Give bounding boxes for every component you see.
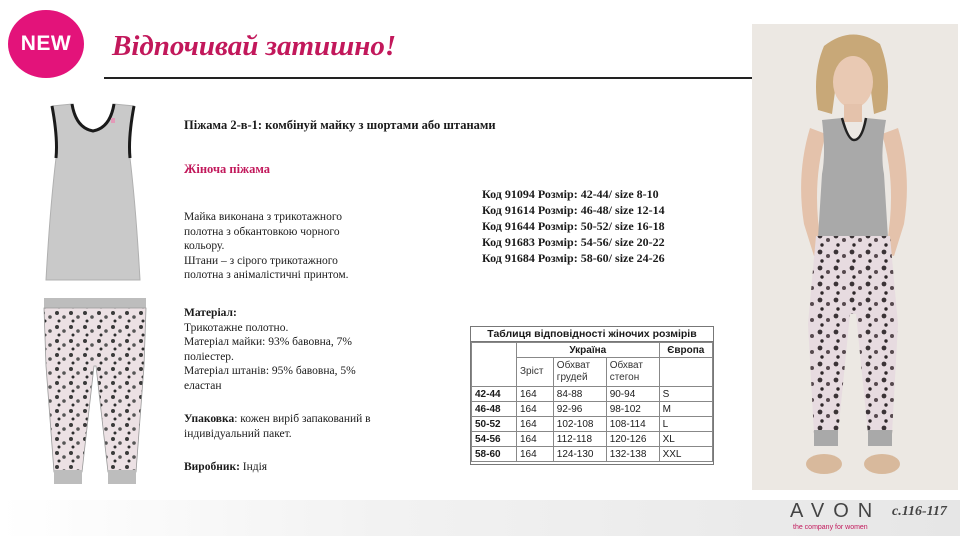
pants-image bbox=[40, 296, 150, 488]
col-hips-1: Обхват bbox=[609, 360, 643, 371]
row-size: 46-48 bbox=[472, 402, 517, 417]
maker-label: Виробник: bbox=[184, 461, 240, 473]
table-row bbox=[472, 447, 713, 462]
size-table-title: Таблиця відповідності жіночих розмірів bbox=[471, 327, 713, 342]
row-chest: 84-88 bbox=[553, 387, 606, 402]
avon-tagline: the company for women bbox=[793, 524, 868, 531]
material-block bbox=[184, 306, 356, 393]
model-figure-image bbox=[752, 24, 958, 490]
description-line: полотна з анімалістичні принтом. bbox=[184, 269, 349, 281]
row-height: 164 bbox=[517, 387, 554, 402]
row-chest: 112-118 bbox=[553, 432, 606, 447]
table-row bbox=[472, 432, 713, 447]
product-subtitle: Піжама 2-в-1: комбінуй майку з шортами або штанами bbox=[184, 118, 496, 132]
description-line: кольору. bbox=[184, 240, 225, 252]
col-chest bbox=[553, 358, 606, 387]
row-size: 42-44 bbox=[472, 387, 517, 402]
material-line: поліестер. bbox=[184, 350, 234, 363]
maker-value: Індія bbox=[239, 461, 268, 473]
product-description bbox=[184, 210, 349, 283]
row-size: 54-56 bbox=[472, 432, 517, 447]
col-chest-1: Обхват bbox=[556, 360, 591, 371]
code-line: Код 91683 Розмір: 54-56/ size 20-22 bbox=[482, 235, 665, 249]
page-title: Відпочивай затишно! bbox=[112, 30, 397, 62]
row-chest: 92-96 bbox=[553, 402, 606, 417]
row-hips: 132-138 bbox=[606, 447, 659, 462]
row-hips: 90-94 bbox=[606, 387, 659, 402]
code-line: Код 91614 Розмір: 46-48/ size 12-14 bbox=[482, 203, 665, 217]
table-row bbox=[472, 387, 713, 402]
row-chest: 124-130 bbox=[553, 447, 606, 462]
product-codes bbox=[482, 186, 665, 266]
material-line: Матеріал штанів: 95% бавовна, 5% bbox=[184, 365, 356, 377]
group-ukraine: Україна bbox=[517, 343, 660, 358]
maker-block bbox=[184, 460, 267, 475]
material-line: Матеріал майки: 93% бавовна, 7% bbox=[184, 336, 352, 348]
size-corner bbox=[472, 343, 517, 387]
col-hips-2: стегон bbox=[609, 372, 640, 383]
packing-text-2: індивідуальний пакет. bbox=[184, 427, 292, 440]
product-category: Жіноча піжама bbox=[184, 162, 271, 176]
row-height: 164 bbox=[517, 402, 554, 417]
row-height: 164 bbox=[517, 447, 554, 462]
packing-text: : кожен виріб запакований в bbox=[234, 413, 371, 425]
row-chest: 102-108 bbox=[553, 417, 606, 432]
row-eu: S bbox=[659, 387, 712, 402]
col-hips bbox=[606, 358, 659, 387]
table-row bbox=[472, 402, 713, 417]
row-height: 164 bbox=[517, 432, 554, 447]
code-line: Код 91684 Розмір: 58-60/ size 24-26 bbox=[482, 251, 665, 265]
description-line: Майка виконана з трикотажного bbox=[184, 211, 342, 223]
packing-block bbox=[184, 412, 371, 441]
new-badge-label: NEW bbox=[20, 32, 72, 55]
row-height: 164 bbox=[517, 417, 554, 432]
title-divider bbox=[104, 77, 752, 79]
packing-label: Упаковка bbox=[184, 413, 235, 425]
model-photo bbox=[752, 24, 958, 490]
material-line: еластан bbox=[184, 379, 222, 392]
description-line: Штани – з сірого трикотажного bbox=[184, 254, 338, 267]
description-line: полотна з обкантовкою чорного bbox=[184, 225, 340, 238]
size-table bbox=[470, 326, 714, 465]
tank-top-image bbox=[38, 98, 148, 288]
row-eu: M bbox=[659, 402, 712, 417]
row-eu: XL bbox=[659, 432, 712, 447]
col-eu-empty bbox=[659, 358, 712, 387]
group-europe: Європа bbox=[659, 343, 712, 358]
code-line: Код 91094 Розмір: 42-44/ size 8-10 bbox=[482, 187, 659, 201]
col-height: Зріст bbox=[517, 358, 554, 387]
row-eu: XXL bbox=[659, 447, 712, 462]
row-size: 58-60 bbox=[472, 447, 517, 462]
avon-logo: AVON bbox=[790, 500, 882, 522]
page-reference: с.116-117 bbox=[892, 504, 947, 519]
row-hips: 120-126 bbox=[606, 432, 659, 447]
row-size: 50-52 bbox=[472, 417, 517, 432]
row-hips: 98-102 bbox=[606, 402, 659, 417]
new-badge bbox=[8, 10, 84, 78]
material-label: Матеріал: bbox=[184, 307, 237, 319]
row-eu: L bbox=[659, 417, 712, 432]
code-line: Код 91644 Розмір: 50-52/ size 16-18 bbox=[482, 219, 665, 233]
table-row bbox=[472, 417, 713, 432]
material-line: Трикотажне полотно. bbox=[184, 321, 289, 334]
row-hips: 108-114 bbox=[606, 417, 659, 432]
col-chest-2: грудей bbox=[556, 372, 588, 383]
